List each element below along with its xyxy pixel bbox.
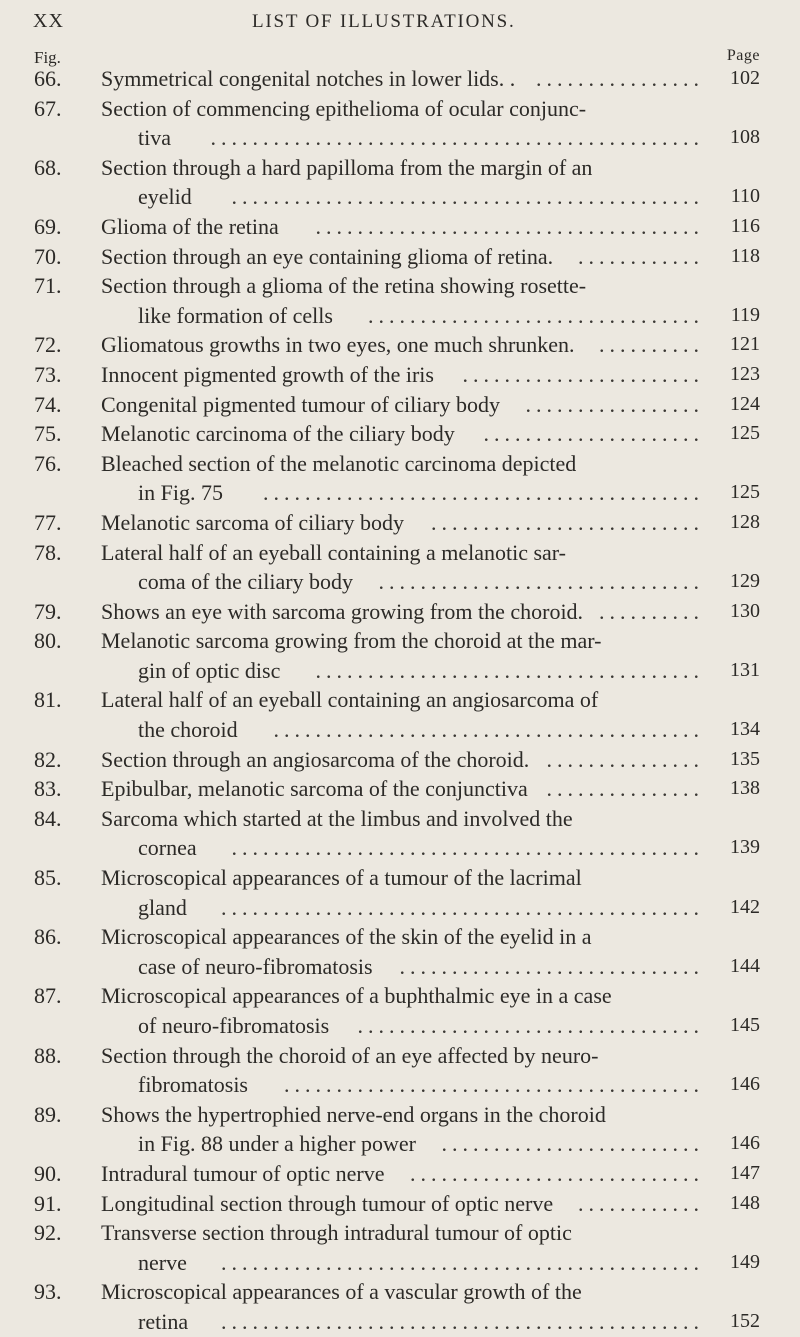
entry-line bbox=[0, 390, 800, 420]
fig-column-label: Fig. bbox=[34, 48, 61, 67]
leader-dots: ......................... bbox=[441, 1131, 704, 1157]
page-reference: 128 bbox=[730, 510, 760, 533]
list-item bbox=[0, 1100, 800, 1159]
leader-dots: ..................... bbox=[483, 421, 704, 447]
entry-line bbox=[0, 922, 800, 952]
entry-text: in Fig. 88 under a higher power bbox=[138, 1131, 416, 1157]
leader-dots: ............................ bbox=[410, 1160, 704, 1186]
page-reference: 144 bbox=[730, 954, 760, 977]
entry-line bbox=[0, 301, 800, 331]
figure-number: 90. bbox=[34, 1160, 62, 1186]
page-reference: 134 bbox=[730, 718, 760, 741]
page-reference: 125 bbox=[730, 422, 760, 445]
entry-text: Lateral half of an eyeball containing a melanotic sar- bbox=[101, 539, 567, 565]
figure-number: 84. bbox=[34, 805, 62, 831]
entry-line bbox=[0, 64, 800, 94]
figure-number: 88. bbox=[34, 1042, 62, 1068]
entry-text: case of neuro-fibromatosis bbox=[138, 953, 373, 979]
figure-number: 78. bbox=[34, 539, 62, 565]
entry-line bbox=[0, 123, 800, 153]
entry-text: Section through a hard papilloma from the margin of an bbox=[101, 154, 593, 180]
list-item bbox=[0, 212, 800, 242]
entry-text: Microscopical appearances of a tumour of the lacrimal bbox=[101, 865, 582, 891]
entry-text: Gliomatous growths in two eyes, one much shrunken. bbox=[101, 332, 575, 358]
list-item bbox=[0, 153, 800, 212]
entry-line bbox=[0, 833, 800, 863]
leader-dots: .............................................. bbox=[221, 1249, 704, 1275]
figure-number: 91. bbox=[34, 1190, 62, 1216]
list-item bbox=[0, 449, 800, 508]
entry-text: Sarcoma which started at the limbus and involved the bbox=[101, 805, 573, 831]
figure-number: 76. bbox=[34, 450, 62, 476]
list-item bbox=[0, 597, 800, 627]
page-reference: 125 bbox=[730, 481, 760, 504]
entry-line bbox=[0, 567, 800, 597]
entry-text: Section through a glioma of the retina showing rosette- bbox=[101, 273, 587, 299]
leader-dots: ............... bbox=[546, 746, 704, 772]
entry-line bbox=[0, 1159, 800, 1189]
list-item bbox=[0, 685, 800, 744]
leader-dots: ............................................. bbox=[231, 184, 704, 210]
page-reference: 152 bbox=[730, 1309, 760, 1332]
entry-text: tiva bbox=[138, 125, 171, 151]
list-item bbox=[0, 390, 800, 420]
page-reference: 121 bbox=[730, 333, 760, 356]
leader-dots: .......................................... bbox=[263, 480, 704, 506]
leader-dots: .......... bbox=[599, 598, 704, 624]
page-reference: 124 bbox=[730, 392, 760, 415]
entry-text: Innocent pigmented growth of the iris bbox=[101, 361, 434, 387]
entry-line bbox=[0, 508, 800, 538]
figure-number: 92. bbox=[34, 1220, 62, 1246]
leader-dots: ............ bbox=[578, 243, 704, 269]
list-item bbox=[0, 774, 800, 804]
entry-line bbox=[0, 863, 800, 893]
entry-text: Microscopical appearances of a buphthalmic eye in a case bbox=[101, 983, 612, 1009]
page-reference: 130 bbox=[730, 599, 760, 622]
list-item bbox=[0, 1159, 800, 1189]
entry-line bbox=[0, 182, 800, 212]
page-reference: 108 bbox=[730, 126, 760, 149]
entry-text: Shows the hypertrophied nerve-end organs in the choroid bbox=[101, 1101, 606, 1127]
entry-line bbox=[0, 538, 800, 568]
figure-number: 68. bbox=[34, 154, 62, 180]
list-item bbox=[0, 626, 800, 685]
list-item bbox=[0, 745, 800, 775]
page-number: XX bbox=[33, 10, 64, 32]
page-reference: 149 bbox=[730, 1250, 760, 1273]
entry-text: Symmetrical congenital notches in lower lids. . bbox=[101, 66, 516, 91]
entry-line bbox=[0, 745, 800, 775]
page-column-label: Page bbox=[726, 47, 760, 64]
entry-line bbox=[0, 1100, 800, 1130]
list-item bbox=[0, 981, 800, 1040]
entry-line bbox=[0, 153, 800, 183]
entry-text: Intradural tumour of optic nerve bbox=[101, 1160, 385, 1186]
leader-dots: ......................................... bbox=[273, 717, 704, 743]
page-reference: 110 bbox=[730, 185, 760, 208]
figure-number: 80. bbox=[34, 628, 62, 654]
entry-line bbox=[0, 1277, 800, 1307]
leader-dots: ..................................... bbox=[315, 657, 704, 683]
figure-number: 75. bbox=[34, 421, 62, 447]
page-title: LIST OF ILLUSTRATIONS. bbox=[252, 11, 516, 32]
page-reference: 146 bbox=[730, 1132, 760, 1155]
entry-text: Section through the choroid of an eye affected by neuro- bbox=[101, 1042, 599, 1068]
figure-number: 77. bbox=[34, 509, 62, 535]
figure-number: 93. bbox=[34, 1279, 62, 1305]
leader-dots: ............................................... bbox=[210, 125, 704, 151]
entry-text: Shows an eye with sarcoma growing from the choroid. bbox=[101, 598, 584, 624]
entry-line bbox=[0, 1070, 800, 1100]
entry-text: Microscopical appearances of a vascular growth of the bbox=[101, 1279, 582, 1305]
page-reference: 116 bbox=[730, 214, 760, 237]
entry-text: Epibulbar, melanotic sarcoma of the conjunctiva bbox=[101, 776, 528, 802]
page-reference: 145 bbox=[730, 1014, 760, 1036]
leader-dots: ............... bbox=[546, 776, 704, 802]
entry-text: cornea bbox=[138, 835, 197, 861]
page-reference: 138 bbox=[730, 777, 760, 800]
entry-text: Section through an angiosarcoma of the choroid. bbox=[101, 746, 530, 772]
leader-dots: .............................................. bbox=[221, 1308, 704, 1334]
entry-text: like formation of cells bbox=[138, 302, 333, 328]
entry-text: Transverse section through intradural tumour of optic bbox=[101, 1220, 572, 1246]
list-item bbox=[0, 419, 800, 449]
entry-text: retina bbox=[138, 1308, 189, 1334]
entry-text: nerve bbox=[138, 1249, 187, 1275]
entry-line bbox=[0, 271, 800, 301]
leader-dots: ................. bbox=[525, 391, 704, 417]
list-item bbox=[0, 330, 800, 360]
entry-text: fibromatosis bbox=[138, 1072, 248, 1098]
list-item bbox=[0, 64, 800, 94]
entry-text: the choroid bbox=[138, 717, 238, 743]
entry-line bbox=[0, 360, 800, 390]
page-reference: 123 bbox=[730, 362, 760, 385]
entry-line bbox=[0, 981, 800, 1011]
list-item bbox=[0, 804, 800, 863]
entry-text: Longitudinal section through tumour of optic nerve bbox=[101, 1190, 554, 1216]
page-reference: 102 bbox=[730, 67, 760, 89]
entry-line bbox=[0, 330, 800, 360]
leader-dots: ..................................... bbox=[315, 213, 704, 239]
entry-line bbox=[0, 626, 800, 656]
figure-number: 67. bbox=[34, 95, 62, 121]
entry-text: Melanotic sarcoma of ciliary body bbox=[101, 509, 405, 535]
figure-number: 71. bbox=[34, 273, 62, 299]
list-item bbox=[0, 922, 800, 981]
list-item bbox=[0, 508, 800, 538]
leader-dots: ................................ bbox=[368, 302, 704, 328]
entry-text: Microscopical appearances of the skin of the eyelid in a bbox=[101, 924, 592, 950]
illustrations-list bbox=[0, 64, 800, 1337]
page-reference: 118 bbox=[730, 244, 760, 267]
entry-text: Section through an eye containing glioma of retina. bbox=[101, 243, 554, 269]
page-reference: 129 bbox=[730, 570, 760, 593]
entry-line bbox=[0, 1307, 800, 1337]
entry-text: eyelid bbox=[138, 184, 192, 210]
list-item bbox=[0, 538, 800, 597]
entry-line bbox=[0, 449, 800, 479]
figure-number: 83. bbox=[34, 776, 62, 802]
entry-line bbox=[0, 1041, 800, 1071]
figure-number: 74. bbox=[34, 391, 62, 417]
entry-line bbox=[0, 1011, 800, 1041]
leader-dots: ............................................. bbox=[231, 835, 704, 861]
figure-number: 82. bbox=[34, 746, 62, 772]
leader-dots: ............ bbox=[578, 1190, 704, 1216]
figure-number: 70. bbox=[34, 243, 62, 269]
entry-text: gland bbox=[138, 894, 187, 920]
entry-line bbox=[0, 242, 800, 272]
figure-number: 72. bbox=[34, 332, 62, 358]
figure-number: 86. bbox=[34, 924, 62, 950]
page-reference: 119 bbox=[730, 303, 760, 326]
entry-line bbox=[0, 952, 800, 982]
figure-number: 66. bbox=[34, 66, 62, 91]
entry-text: Melanotic carcinoma of the ciliary body bbox=[101, 421, 455, 447]
leader-dots: .......... bbox=[599, 332, 704, 358]
leader-dots: .............................................. bbox=[221, 894, 704, 920]
entry-line bbox=[0, 774, 800, 804]
entry-line bbox=[0, 685, 800, 715]
page-reference: 131 bbox=[730, 658, 760, 681]
page-reference: 147 bbox=[730, 1161, 760, 1184]
entry-text: Bleached section of the melanotic carcinoma depicted bbox=[101, 450, 577, 476]
entry-text: of neuro-fibromatosis bbox=[138, 1013, 330, 1038]
page-reference: 135 bbox=[730, 747, 760, 770]
figure-number: 89. bbox=[34, 1101, 62, 1127]
figure-number: 69. bbox=[34, 213, 62, 239]
list-item bbox=[0, 242, 800, 272]
entry-line bbox=[0, 656, 800, 686]
entry-text: Glioma of the retina bbox=[101, 213, 279, 239]
figure-number: 73. bbox=[34, 361, 62, 387]
running-header bbox=[0, 10, 800, 40]
leader-dots: ............................... bbox=[378, 569, 704, 595]
entry-line bbox=[0, 1218, 800, 1248]
entry-line bbox=[0, 1129, 800, 1159]
entry-text: coma of the ciliary body bbox=[138, 569, 354, 595]
leader-dots: ................................. bbox=[357, 1013, 704, 1038]
leader-dots: ....................... bbox=[462, 361, 704, 387]
entry-line bbox=[0, 478, 800, 508]
page-reference: 139 bbox=[730, 836, 760, 859]
leader-dots: .......................... bbox=[431, 509, 704, 535]
page-reference: 142 bbox=[730, 895, 760, 918]
leader-dots: ........................................ bbox=[284, 1072, 704, 1098]
page-reference: 146 bbox=[730, 1073, 760, 1096]
list-item bbox=[0, 94, 800, 153]
entry-line bbox=[0, 1248, 800, 1278]
entry-line bbox=[0, 893, 800, 923]
figure-number: 87. bbox=[34, 983, 62, 1009]
entry-line bbox=[0, 94, 800, 124]
entry-line bbox=[0, 597, 800, 627]
entry-line bbox=[0, 804, 800, 834]
entry-line bbox=[0, 715, 800, 745]
page-reference: 148 bbox=[730, 1191, 760, 1214]
list-item bbox=[0, 1218, 800, 1277]
entry-text: Section of commencing epithelioma of ocular conjunc- bbox=[101, 95, 587, 121]
entry-line bbox=[0, 212, 800, 242]
entry-text: Lateral half of an eyeball containing an angiosarcoma of bbox=[101, 687, 599, 713]
entry-text: in Fig. 75 bbox=[138, 480, 223, 506]
entry-line bbox=[0, 419, 800, 449]
entry-text: Congenital pigmented tumour of ciliary body bbox=[101, 391, 500, 417]
list-item bbox=[0, 360, 800, 390]
list-item bbox=[0, 271, 800, 330]
entry-line bbox=[0, 1189, 800, 1219]
figure-number: 85. bbox=[34, 865, 62, 891]
leader-dots: ................ bbox=[536, 66, 704, 91]
figure-number: 81. bbox=[34, 687, 62, 713]
list-item bbox=[0, 1277, 800, 1336]
list-item bbox=[0, 863, 800, 922]
figure-number: 79. bbox=[34, 598, 62, 624]
entry-text: gin of optic disc bbox=[138, 657, 281, 683]
list-item bbox=[0, 1189, 800, 1219]
leader-dots: ............................. bbox=[399, 953, 704, 979]
list-item bbox=[0, 1041, 800, 1100]
entry-text: Melanotic sarcoma growing from the choroid at the mar- bbox=[101, 628, 602, 654]
